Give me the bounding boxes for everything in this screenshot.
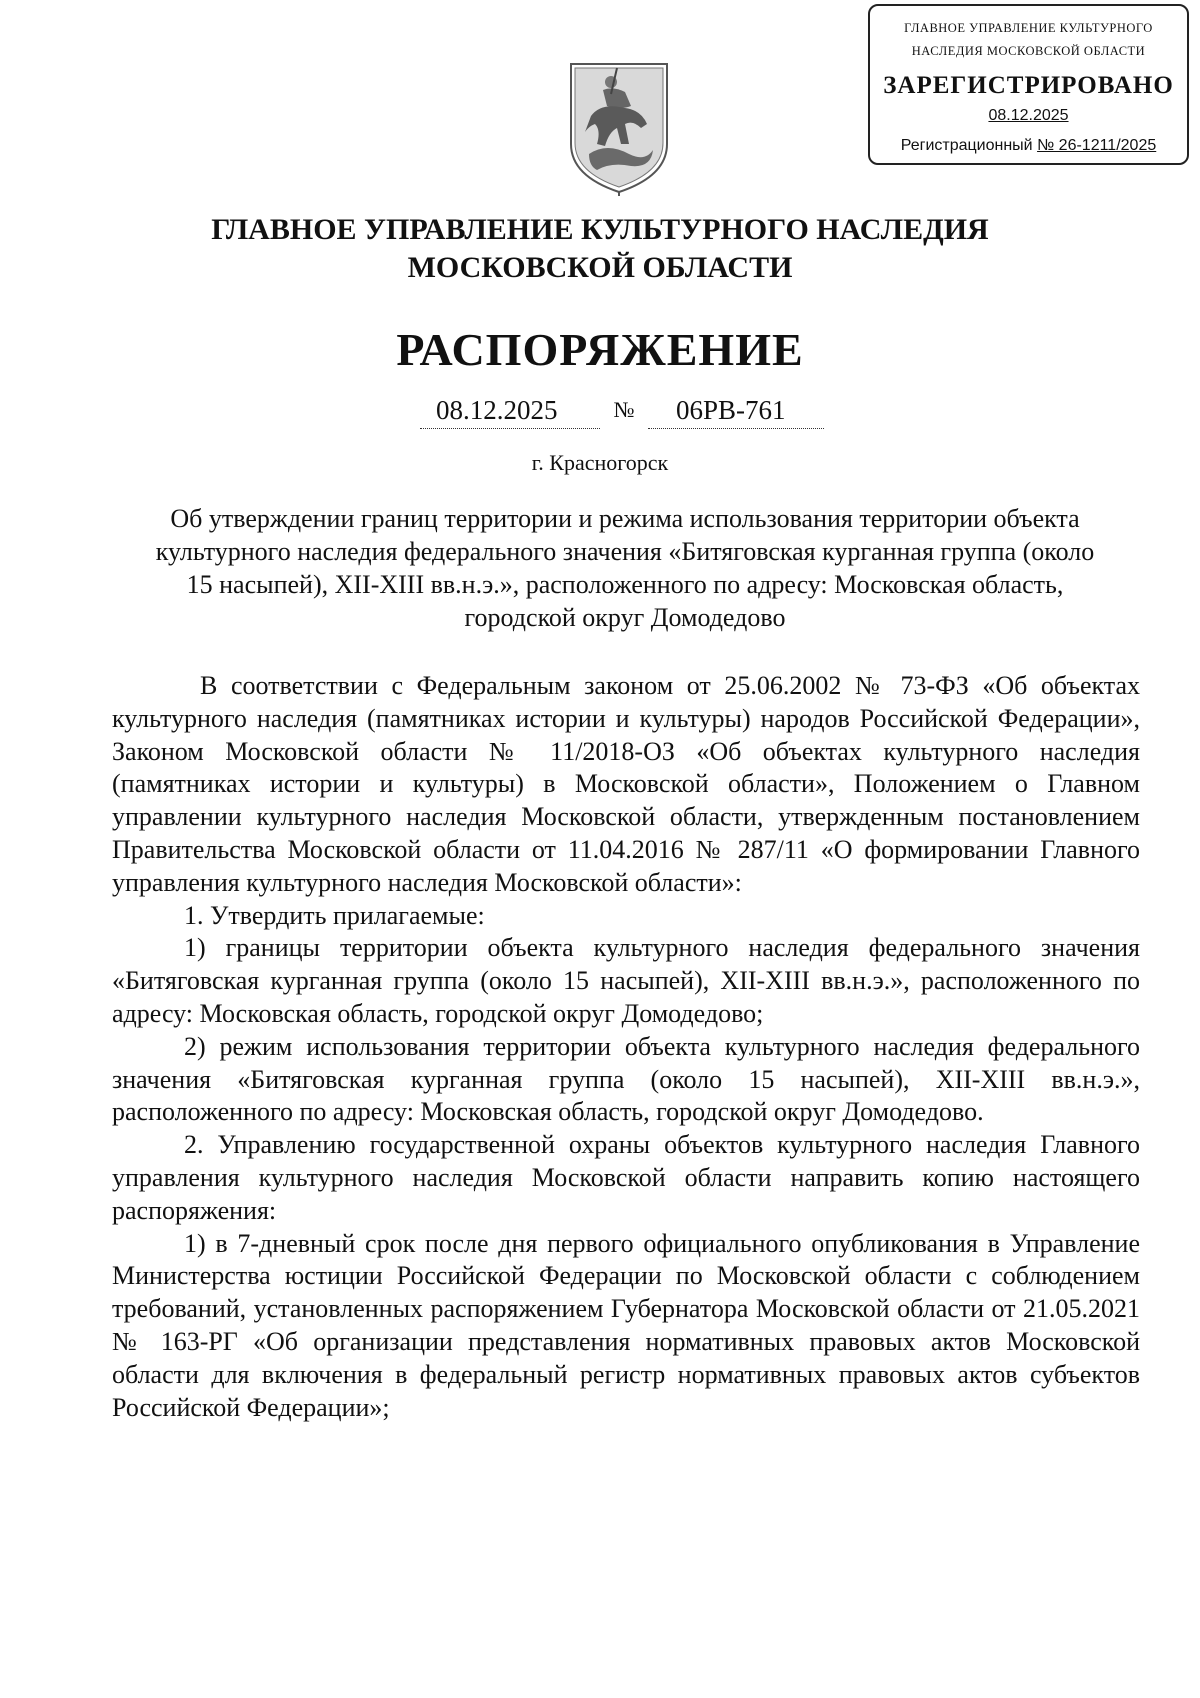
stamp-number-value: № 26-1211/2025 [1037, 137, 1157, 154]
stamp-status: ЗАРЕГИСТРИРОВАНО [883, 72, 1174, 99]
stamp-registration-number [870, 135, 1187, 157]
clause-1: 1. Утвердить прилагаемые: [184, 900, 485, 930]
stamp-date: 08.12.2025 [988, 107, 1069, 124]
document-type: РАСПОРЯЖЕНИЕ [396, 324, 804, 375]
subject-line: 15 насыпей), XII-XIII вв.н.э.», расположенного по адресу: Московская область, [186, 570, 1064, 599]
organization-title-line-1: ГЛАВНОЕ УПРАВЛЕНИЕ КУЛЬТУРНОГО НАСЛЕДИЯ [211, 213, 989, 246]
stamp-org-line-1: ГЛАВНОЕ УПРАВЛЕНИЕ КУЛЬТУРНОГО [904, 21, 1153, 35]
stamp-org-line-2: НАСЛЕДИЯ МОСКОВСКОЙ ОБЛАСТИ [911, 44, 1146, 58]
registration-stamp [868, 4, 1189, 165]
subject-line: городской округ Домодедово [464, 603, 786, 632]
clause-1-2: 2) режим использования территории объекта культурного наследия федерального значения «Битяговская курганная группа (около 15 насыпей), XII-XIII вв.н.э.», расположенного по адресу: Московская область, городской округ Домодедово. [112, 1031, 1140, 1127]
document-body [112, 670, 1140, 1424]
number-sign: № [613, 397, 635, 422]
subject-line: Об утверждении границ территории и режима использования территории объекта [170, 504, 1080, 533]
moscow-oblast-coat-of-arms-icon [567, 58, 671, 196]
document-city: г. Красногорск [531, 450, 669, 475]
stamp-organization [870, 16, 1187, 64]
clause-2: 2. Управлению государственной охраны объектов культурного наследия Главного управления культурного наследия Московской области направить копию настоящего распоряжения: [112, 1130, 1140, 1225]
preamble-paragraph: В соответствии с Федеральным законом от 25.06.2002 № 73-ФЗ «Об объектах культурного наследия (памятниках истории и культуры) народов Российской Федерации», Законом Московской области № 11/2018-ОЗ «Об объектах культурного наследия (памятниках истории и культуры) в Московской области», Положением о Главном управлении культурного наследия Московской области, утвержденным постановлением Правительства Московской области от 11.04.2016 № 287/11 «О формировании Главного управления культурного наследия Московской области»: [112, 671, 1140, 897]
document-subject [110, 502, 1140, 634]
organization-title-line-2: МОСКОВСКОЙ ОБЛАСТИ [407, 251, 793, 284]
clause-1-1: 1) границы территории объекта культурного наследия федерального значения «Битяговская курганная группа (около 15 насыпей), XII-XIII вв.н.э.», расположенного по адресу: Московская область, городской округ Домодедово; [112, 933, 1140, 1028]
clause-2-1: 1) в 7-дневный срок после дня первого официального опубликования в Управление Министерства юстиции Российской Федерации по Московской области с соблюдением требований, установленных распоряжением Губернатора Московской области от 21.05.2021 № 163-РГ «Об организации представления нормативных правовых актов Московской области для включения в федеральный регистр нормативных правовых актов субъектов Российской Федерации»; [112, 1228, 1140, 1422]
stamp-number-label: Регистрационный [900, 137, 1033, 154]
subject-line: культурного наследия федерального значения «Битяговская курганная группа (около [155, 537, 1095, 566]
document-number: 06РВ-761 [648, 392, 824, 429]
document-date: 08.12.2025 [420, 392, 600, 429]
